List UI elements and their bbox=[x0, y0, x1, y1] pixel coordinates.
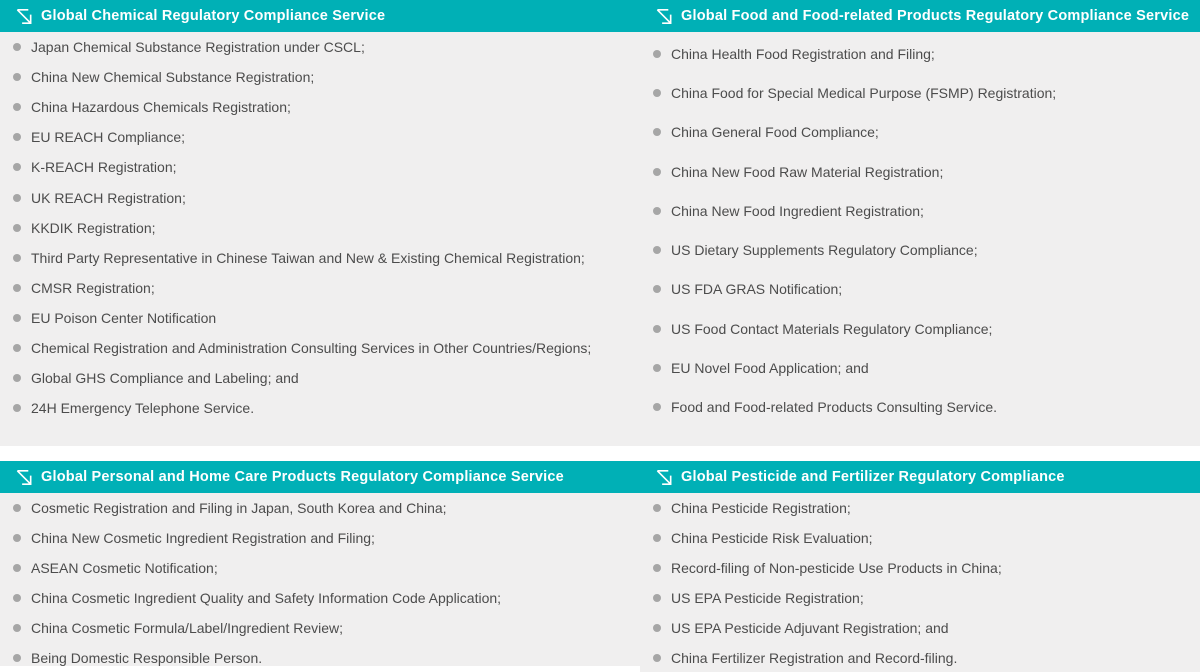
list-item-label: China Health Food Registration and Filing; bbox=[671, 45, 935, 62]
bullet-icon bbox=[13, 534, 21, 542]
list-item bbox=[653, 152, 1200, 191]
list-item-label: Record-filing of Non-pesticide Use Products in China; bbox=[671, 560, 1002, 576]
list-item-label: Global GHS Compliance and Labeling; and bbox=[31, 370, 299, 387]
service-list-chemical bbox=[0, 32, 640, 446]
bullet-icon bbox=[13, 314, 21, 322]
bullet-icon bbox=[653, 624, 661, 632]
list-item bbox=[653, 523, 1200, 553]
bullet-icon bbox=[653, 50, 661, 58]
list-item-label: China Pesticide Registration; bbox=[671, 500, 851, 516]
list-item-label: Cosmetic Registration and Filing in Japan, South Korea and China; bbox=[31, 500, 447, 516]
section-header-food bbox=[640, 0, 1200, 32]
section-chemical bbox=[0, 0, 640, 446]
list-item bbox=[653, 613, 1200, 643]
list-item-label: EU Novel Food Application; and bbox=[671, 360, 869, 377]
list-item bbox=[653, 583, 1200, 613]
service-list-pesticide-fertilizer bbox=[640, 493, 1200, 672]
section-title: Global Chemical Regulatory Compliance Service bbox=[41, 8, 386, 24]
list-item-label: 24H Emergency Telephone Service. bbox=[31, 400, 255, 417]
bullet-icon bbox=[653, 504, 661, 512]
section-title: Global Food and Food-related Products Regulatory Compliance Service bbox=[681, 8, 1190, 24]
list-item bbox=[13, 303, 640, 333]
list-item bbox=[13, 243, 640, 273]
bullet-icon bbox=[653, 534, 661, 542]
arrow-down-right-icon bbox=[14, 6, 34, 26]
bullet-icon bbox=[653, 246, 661, 254]
list-item bbox=[13, 613, 640, 643]
list-item bbox=[653, 643, 1200, 672]
arrow-down-right-icon bbox=[654, 467, 674, 487]
list-item bbox=[13, 273, 640, 303]
list-item-label: CMSR Registration; bbox=[31, 279, 155, 296]
list-item bbox=[13, 92, 640, 122]
list-item bbox=[13, 523, 640, 553]
bullet-icon bbox=[13, 504, 21, 512]
list-item-label: China New Food Raw Material Registration; bbox=[671, 163, 944, 180]
list-item-label: Being Domestic Responsible Person. bbox=[31, 650, 263, 666]
list-item-label: US EPA Pesticide Adjuvant Registration; and bbox=[671, 620, 949, 636]
section-personal-home-care bbox=[0, 461, 640, 672]
list-item bbox=[13, 62, 640, 92]
bullet-icon bbox=[653, 325, 661, 333]
list-item bbox=[653, 34, 1200, 73]
bullet-icon bbox=[653, 364, 661, 372]
list-item bbox=[13, 363, 640, 393]
bullet-icon bbox=[13, 43, 21, 51]
section-header-personal-home-care bbox=[0, 461, 640, 493]
list-item-label: China New Food Ingredient Registration; bbox=[671, 202, 924, 219]
list-item-label: Food and Food-related Products Consulting Service. bbox=[671, 399, 998, 416]
list-item-label: China Food for Special Medical Purpose (FSMP) Registration; bbox=[671, 84, 1057, 101]
list-item-label: US Dietary Supplements Regulatory Compliance; bbox=[671, 242, 978, 259]
bullet-icon bbox=[13, 284, 21, 292]
arrow-down-right-icon bbox=[654, 6, 674, 26]
list-item-label: K-REACH Registration; bbox=[31, 159, 177, 176]
bullet-icon bbox=[653, 128, 661, 136]
list-item bbox=[13, 122, 640, 152]
list-item bbox=[13, 553, 640, 583]
list-item-label: China Cosmetic Formula/Label/Ingredient Review; bbox=[31, 620, 344, 636]
list-item bbox=[653, 230, 1200, 269]
bullet-icon bbox=[653, 168, 661, 176]
list-item bbox=[13, 213, 640, 243]
bullet-icon bbox=[13, 73, 21, 81]
bullet-icon bbox=[653, 207, 661, 215]
bullet-icon bbox=[13, 224, 21, 232]
list-item-label: China General Food Compliance; bbox=[671, 124, 879, 141]
list-item-label: Third Party Representative in Chinese Taiwan and New & Existing Chemical Registration; bbox=[31, 249, 585, 266]
section-food bbox=[640, 0, 1200, 446]
list-item-label: China Cosmetic Ingredient Quality and Safety Information Code Application; bbox=[31, 590, 502, 606]
list-item bbox=[653, 113, 1200, 152]
list-item-label: China Pesticide Risk Evaluation; bbox=[671, 530, 873, 546]
list-item bbox=[13, 32, 640, 62]
row-divider bbox=[0, 446, 1200, 461]
section-header-chemical bbox=[0, 0, 640, 32]
list-item-label: US FDA GRAS Notification; bbox=[671, 281, 843, 298]
bullet-icon bbox=[653, 89, 661, 97]
section-pesticide-fertilizer bbox=[640, 461, 1200, 672]
section-header-pesticide-fertilizer bbox=[640, 461, 1200, 493]
bullet-icon bbox=[653, 564, 661, 572]
list-item-label: Japan Chemical Substance Registration under CSCL; bbox=[31, 39, 365, 56]
list-item-label: KKDIK Registration; bbox=[31, 219, 156, 236]
bullet-icon bbox=[13, 404, 21, 412]
bullet-icon bbox=[13, 163, 21, 171]
list-item bbox=[13, 333, 640, 363]
service-list-food bbox=[640, 32, 1200, 446]
list-item bbox=[653, 191, 1200, 230]
list-item-label: China New Chemical Substance Registration; bbox=[31, 69, 315, 86]
bullet-icon bbox=[13, 624, 21, 632]
bullet-icon bbox=[13, 374, 21, 382]
list-item-label: US Food Contact Materials Regulatory Compliance; bbox=[671, 320, 993, 337]
list-item-label: China New Cosmetic Ingredient Registration and Filing; bbox=[31, 530, 375, 546]
list-item bbox=[653, 73, 1200, 112]
list-item bbox=[653, 270, 1200, 309]
list-item-label: UK REACH Registration; bbox=[31, 189, 186, 206]
service-list-personal-home-care bbox=[0, 493, 640, 666]
list-item-label: ASEAN Cosmetic Notification; bbox=[31, 560, 218, 576]
bullet-icon bbox=[13, 654, 21, 662]
list-item-label: China Hazardous Chemicals Registration; bbox=[31, 99, 291, 116]
list-item bbox=[13, 493, 640, 523]
list-item bbox=[653, 493, 1200, 523]
list-item bbox=[653, 553, 1200, 583]
bullet-icon bbox=[13, 103, 21, 111]
list-item bbox=[13, 393, 640, 423]
bullet-icon bbox=[13, 344, 21, 352]
list-item bbox=[653, 388, 1200, 427]
list-item bbox=[13, 152, 640, 182]
list-item-label: China Fertilizer Registration and Record-filing. bbox=[671, 650, 958, 666]
bullet-icon bbox=[13, 254, 21, 262]
bullet-icon bbox=[13, 594, 21, 602]
bullet-icon bbox=[13, 564, 21, 572]
bullet-icon bbox=[653, 403, 661, 411]
list-item bbox=[653, 348, 1200, 387]
list-item-label: EU REACH Compliance; bbox=[31, 129, 186, 146]
bullet-icon bbox=[653, 594, 661, 602]
bullet-icon bbox=[13, 194, 21, 202]
section-title: Global Personal and Home Care Products Regulatory Compliance Service bbox=[41, 469, 564, 485]
arrow-down-right-icon bbox=[14, 467, 34, 487]
list-item-label: US EPA Pesticide Registration; bbox=[671, 590, 864, 606]
bottom-row bbox=[0, 461, 1200, 672]
list-item bbox=[653, 309, 1200, 348]
bullet-icon bbox=[13, 133, 21, 141]
bullet-icon bbox=[653, 654, 661, 662]
section-title: Global Pesticide and Fertilizer Regulatory Compliance bbox=[681, 469, 1065, 485]
bullet-icon bbox=[653, 285, 661, 293]
list-item-label: EU Poison Center Notification bbox=[31, 309, 217, 326]
list-item bbox=[13, 643, 640, 666]
list-item bbox=[13, 182, 640, 212]
list-item bbox=[13, 583, 640, 613]
list-item-label: Chemical Registration and Administration Consulting Services in Other Countries/Regions; bbox=[31, 339, 592, 356]
